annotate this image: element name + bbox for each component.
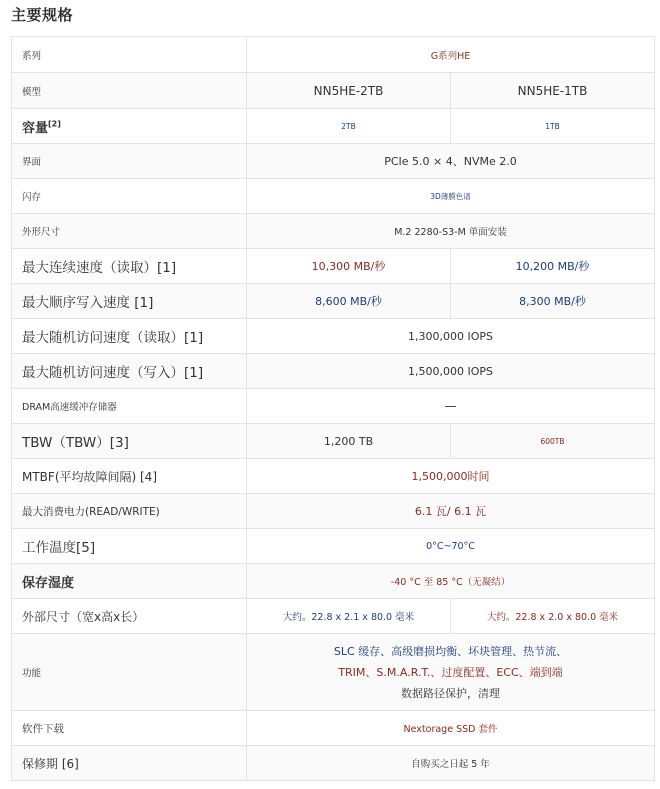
row-value-seq-read-2tb: 10,300 MB/秒 <box>247 249 451 284</box>
features-line-1: SLC 缓存、高级磨损均衡、坏块管理、热节流、 <box>333 644 568 658</box>
row-label-mtbf: MTBF(平均故障间隔) [4] <box>12 459 247 494</box>
table-row <box>12 746 655 781</box>
row-label-storage-temp: 保存湿度 <box>12 564 247 599</box>
row-value-capacity-2tb: 2TB <box>247 109 451 144</box>
row-value-warranty: 自购买之日起 5 年 <box>247 746 655 781</box>
row-label-interface: 界面 <box>12 144 247 179</box>
software-download-link[interactable]: Nextorage SSD 套件 <box>247 711 655 746</box>
row-label-form-factor: 外形尺寸 <box>12 214 247 249</box>
row-label-rand-read: 最大随机访问速度（读取）[1] <box>12 319 247 354</box>
row-label-seq-read: 最大连续速度（读取）[1] <box>12 249 247 284</box>
row-label-seq-write: 最大顺序写入速度 [1] <box>12 284 247 319</box>
row-label-model: 模型 <box>12 73 247 109</box>
row-value-model-1tb: NN5HE-1TB <box>451 73 655 109</box>
table-row <box>12 249 655 284</box>
table-row <box>12 711 655 746</box>
row-label-features: 功能 <box>12 634 247 711</box>
row-value-tbw-2tb: 1,200 TB <box>247 424 451 459</box>
table-row <box>12 529 655 564</box>
row-label-series: 系列 <box>12 37 247 73</box>
table-row <box>12 37 655 73</box>
table-row <box>12 354 655 389</box>
row-value-dimensions-1tb: 大约。22.8 x 2.0 x 80.0 毫米 <box>451 599 655 634</box>
table-row <box>12 214 655 249</box>
row-value-capacity-1tb: 1TB <box>451 109 655 144</box>
row-label-dram: DRAM高速缓冲存储器 <box>12 389 247 424</box>
row-value-mtbf: 1,500,000时间 <box>247 459 655 494</box>
row-value-dimensions-2tb: 大约。22.8 x 2.1 x 80.0 毫米 <box>247 599 451 634</box>
page-title: 主要规格 <box>11 6 74 24</box>
table-row <box>12 424 655 459</box>
row-value-storage-temp: -40 °C 至 85 °C（无凝结） <box>247 564 655 599</box>
row-label-software: 软件下载 <box>12 711 247 746</box>
row-label-flash: 闪存 <box>12 179 247 214</box>
features-line-2: TRIM、S.M.A.R.T.、过度配置、ECC、端到端 <box>338 665 563 679</box>
table-row <box>12 73 655 109</box>
row-value-flash: 3D薄膜色谱 <box>247 179 655 214</box>
row-value-series: G系列HE <box>247 37 655 73</box>
row-value-features <box>247 634 655 711</box>
row-label-power: 最大消费电力(READ/WRITE) <box>12 494 247 529</box>
row-value-dram: — <box>247 389 655 424</box>
table-row <box>12 389 655 424</box>
table-row <box>12 494 655 529</box>
spec-table <box>11 36 655 781</box>
table-row <box>12 179 655 214</box>
features-line-3: 数据路径保护，清理 <box>401 686 500 700</box>
row-label-rand-write: 最大随机访问速度（写入）[1] <box>12 354 247 389</box>
row-value-rand-read: 1,300,000 IOPS <box>247 319 655 354</box>
table-row <box>12 284 655 319</box>
row-label-warranty: 保修期 [6] <box>12 746 247 781</box>
table-row <box>12 319 655 354</box>
row-value-tbw-1tb: 600TB <box>451 424 655 459</box>
row-value-rand-write: 1,500,000 IOPS <box>247 354 655 389</box>
row-value-model-2tb: NN5HE-2TB <box>247 73 451 109</box>
row-value-seq-write-1tb: 8,300 MB/秒 <box>451 284 655 319</box>
row-value-form-factor: M.2 2280-S3-M 单面安装 <box>247 214 655 249</box>
table-row <box>12 109 655 144</box>
table-row <box>12 599 655 634</box>
row-value-power: 6.1 瓦/ 6.1 瓦 <box>247 494 655 529</box>
row-value-operating-temp: 0°C~70°C <box>247 529 655 564</box>
row-label-dimensions: 外部尺寸（宽x高x长） <box>12 599 247 634</box>
table-row <box>12 144 655 179</box>
row-value-seq-read-1tb: 10,200 MB/秒 <box>451 249 655 284</box>
table-row <box>12 564 655 599</box>
row-label-operating-temp: 工作温度[5] <box>12 529 247 564</box>
table-row <box>12 634 655 711</box>
row-value-seq-write-2tb: 8,600 MB/秒 <box>247 284 451 319</box>
capacity-label-text: 容量 <box>22 120 49 136</box>
row-label-tbw: TBW（TBW）[3] <box>12 424 247 459</box>
row-value-interface: PCIe 5.0 × 4、NVMe 2.0 <box>247 144 655 179</box>
table-row <box>12 459 655 494</box>
row-label-capacity <box>12 109 247 144</box>
capacity-footnote-ref[interactable]: [2] <box>48 119 61 129</box>
